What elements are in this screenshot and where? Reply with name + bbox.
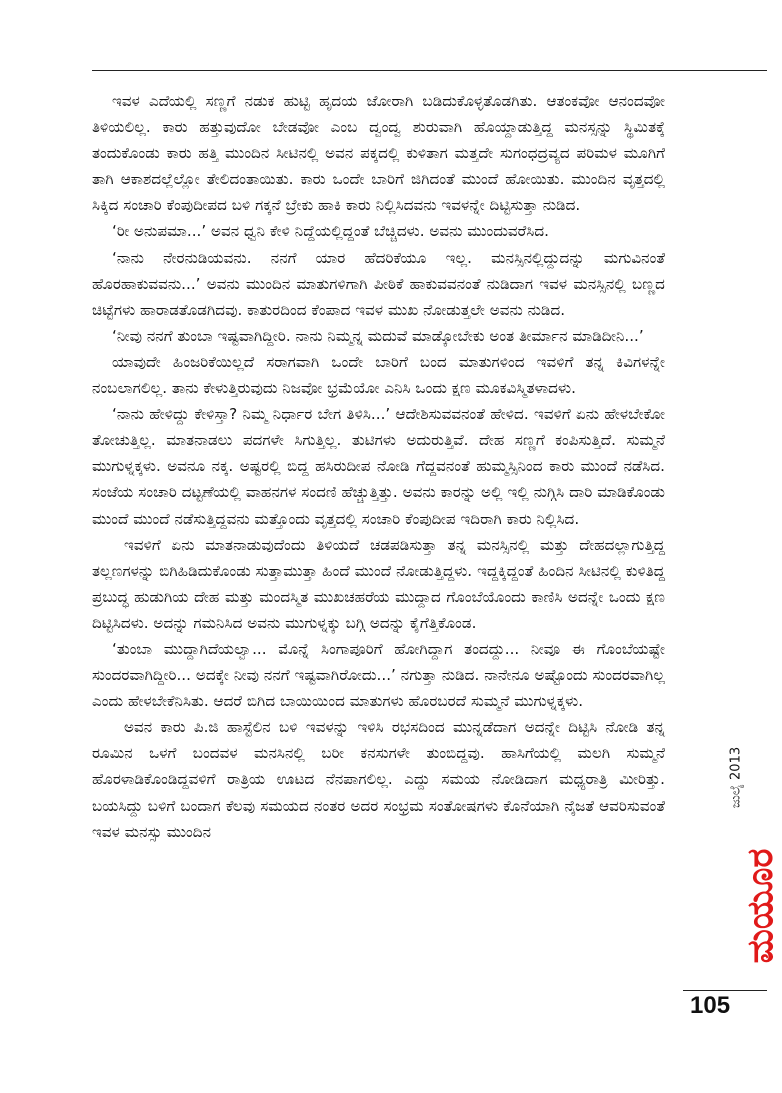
paragraph-6: ‘ನಾನು ಹೇಳಿದ್ದು ಕೇಳಿಸ್ತಾ? ನಿಮ್ಮ ನಿರ್ಧಾರ ಬೇಗ ತಿಳಿಸಿ...’ ಆದೇಶಿಸುವವನಂತೆ ಹೇಳಿದ. ಇವಳಿಗೆ ಏನು ಹೇಳಬೇಕೋ ತೋಚುತ್ತಿಲ್ಲ. ಮಾತನಾಡಲು ಪದಗಳೇ ಸಿಗುತ್ತಿಲ್ಲ. ತುಟಿಗಳು ಅದುರುತ್ತಿವೆ. ದೇಹ ಸಣ್ಣಗೆ ಕಂಪಿಸುತ್ತಿದೆ. ಸುಮ್ಮನೆ ಮುಗುಳ್ನಕ್ಕಳು. ಅವನೂ ನಕ್ಕ. ಅಷ್ಟರಲ್ಲಿ ಬಿದ್ದ ಹಸಿರುದೀಪ ನೋಡಿ ಗೆದ್ದವನಂತೆ ಹುಮ್ಮಸ್ಸಿನಿಂದ ಕಾರು ಮುಂದೆ ನಡೆಸಿದ. ಸಂಜೆಯ ಸಂಚಾರಿ ದಟ್ಟಣೆಯಲ್ಲಿ ವಾಹನಗಳ ಸಂದಣಿ ಹೆಚ್ಚುತ್ತಿತ್ತು. ಅವನು ಕಾರನ್ನು ಅಲ್ಲಿ ಇಲ್ಲಿ ನುಗ್ಗಿಸಿ ದಾರಿ ಮಾಡಿಕೊಂಡು ಮುಂದೆ ಮುಂದೆ ನಡೆಸುತ್ತಿದ್ದವನು ಮತ್ತೊಂದು ವೃತ್ತದಲ್ಲಿ ಸಂಚಾರಿ ಕೆಂಪುದೀಪ ಇದಿರಾಗಿ ಕಾರು ನಿಲ್ಲಿಸಿದ. <box>92 405 665 528</box>
paragraph-3: ‘ನಾನು ನೇರನುಡಿಯವನು. ನನಗೆ ಯಾರ ಹೆದರಿಕೆಯೂ ಇಲ್ಲ. ಮನಸ್ಸಿನಲ್ಲಿದ್ದುದನ್ನು ಮಗುವಿನಂತೆ ಹೊರಹಾಕುವವನು...’ ಅವನು ಮುಂದಿನ ಮಾತುಗಳಿಗಾಗಿ ಪೀಠಿಕೆ ಹಾಕುವವನಂತೆ ನುಡಿದಾಗ ಇವಳ ಮನಸ್ಸಿನಲ್ಲಿ ಬಣ್ಣದ ಚಿಟ್ಟೆಗಳು ಹಾರಾಡತೊಡಗಿದವು. ಕಾತುರದಿಂದ ಕೆಂಪಾದ ಇವಳ ಮುಖ ನೋಡುತ್ತಲೇ ಅವನು ನುಡಿದ. <box>92 248 665 319</box>
magazine-logo: ಮಯೂರ <box>740 848 781 964</box>
paragraph-4: ‘ನೀವು ನನಗೆ ತುಂಬಾ ಇಷ್ಟವಾಗಿದ್ದೀರಿ. ನಾನು ನಿಮ್ಮನ್ನ ಮದುವೆ ಮಾಡ್ಕೋಬೇಕು ಅಂತ ತೀರ್ಮಾನ ಮಾಡಿದೀನಿ...’ <box>112 326 644 345</box>
paragraph-9: ಅವನ ಕಾರು ಪಿ.ಜಿ ಹಾಸ್ಟೆಲಿನ ಬಳಿ ಇವಳನ್ನು ಇಳಿಸಿ ರಭಸದಿಂದ ಮುನ್ನಡೆದಾಗ ಅದನ್ನೇ ದಿಟ್ಟಿಸಿ ನೋಡಿ ತನ್ನ ರೂಮಿನ ಒಳಗೆ ಬಂದವಳ ಮನಸಿನಲ್ಲಿ ಬರೀ ಕನಸುಗಳೇ ತುಂಬಿದ್ದವು. ಹಾಸಿಗೆಯಲ್ಲಿ ಮಲಗಿ ಸುಮ್ಮನೆ ಹೊರಳಾಡಿಕೊಂಡಿದ್ದವಳಿಗೆ ರಾತ್ರಿಯ ಊಟದ ನೆನಪಾಗಲಿಲ್ಲ. ಎದ್ದು ಸಮಯ ನೋಡಿದಾಗ ಮಧ್ಯರಾತ್ರಿ ಮೀರಿತ್ತು. ಬಯಸಿದ್ದು ಬಳಿಗೆ ಬಂದಾಗ ಕೆಲವು ಸಮಯದ ನಂತರ ಅದರ ಸಂಭ್ರಮ ಸಂತೋಷಗಳು ಕೊನೆಯಾಗಿ ನೈಜತೆ ಆವರಿಸುವಂತೆ ಇವಳ ಮನಸ್ಸು ಮುಂದಿನ <box>92 718 665 841</box>
magazine-masthead <box>698 746 781 990</box>
paragraph-5: ಯಾವುದೇ ಹಿಂಜರಿಕೆಯಿಲ್ಲದೆ ಸರಾಗವಾಗಿ ಒಂದೇ ಬಾರಿಗೆ ಬಂದ ಮಾತುಗಳಿಂದ ಇವಳಿಗೆ ತನ್ನ ಕಿವಿಗಳನ್ನೇ ನಂಬಲಾಗಲಿಲ್ಲ. ತಾನು ಕೇಳುತ್ತಿರುವುದು ನಿಜವೋ ಭ್ರಮೆಯೋ ಎನಿಸಿ ಒಂದು ಕ್ಷಣ ಮೂಕವಿಸ್ಮಿತಳಾದಳು. <box>92 352 665 398</box>
paragraph-1: ಇವಳ ಎದೆಯಲ್ಲಿ ಸಣ್ಣಗೆ ನಡುಕ ಹುಟ್ಟಿ ಹೃದಯ ಜೋರಾಗಿ ಬಡಿದುಕೊಳ್ಳತೊಡಗಿತು. ಆತಂಕವೋ ಆನಂದವೋ ತಿಳಿಯಲಿಲ್ಲ. ಕಾರು ಹತ್ತುವುದೋ ಬೇಡವೋ ಎಂಬ ದ್ವಂದ್ವ ಶುರುವಾಗಿ ಹೊಯ್ದಾಡುತ್ತಿದ್ದ ಮನಸ್ಸನ್ನು ಸ್ಥಿಮಿತಕ್ಕೆ ತಂದುಕೊಂಡು ಕಾರು ಹತ್ತಿ ಮುಂದಿನ ಸೀಟಿನಲ್ಲಿ ಅವನ ಪಕ್ಕದಲ್ಲಿ ಕುಳಿತಾಗ ಮತ್ತದೇ ಸುಗಂಧದ್ರವ್ಯದ ಪರಿಮಳ ಮೂಗಿಗೆ ತಾಗಿ ಆಕಾಶದಲ್ಲೆಲ್ಲೋ ತೇಲಿದಂತಾಯಿತು. ಕಾರು ಒಂದೇ ಬಾರಿಗೆ ಜಿಗಿದಂತೆ ಮುಂದೆ ಹೋಯಿತು. ಮುಂದಿನ ವೃತ್ತದಲ್ಲಿ ಸಿಕ್ಕಿದ ಸಂಚಾರಿ ಕೆಂಪುದೀಪದ ಬಳಿ ಗಕ್ಕನೆ ಬ್ರೇಕು ಹಾಕಿ ಕಾರು ನಿಲ್ಲಿಸಿದವನು ಇವಳನ್ನೇ ದಿಟ್ಟಿಸುತ್ತಾ ನುಡಿದ. <box>92 92 665 215</box>
paragraph-7: ಇವಳಿಗೆ ಏನು ಮಾತನಾಡುವುದೆಂದು ತಿಳಿಯದೆ ಚಡಪಡಿಸುತ್ತಾ ತನ್ನ ಮನಸ್ಸಿನಲ್ಲಿ ಮತ್ತು ದೇಹದಲ್ಲಾಗುತ್ತಿದ್ದ ತಲ್ಲಣಗಳನ್ನು ಬಿಗಿಹಿಡಿದುಕೊಂಡು ಸುತ್ತಾಮುತ್ತಾ ಹಿಂದೆ ಮುಂದೆ ನೋಡುತ್ತಿದ್ದಳು. ಇದ್ದಕ್ಕಿದ್ದಂತೆ ಹಿಂದಿನ ಸೀಟಿನಲ್ಲಿ ಕುಳಿತಿದ್ದ ಪ್ರಬುದ್ಧ ಹುಡುಗಿಯ ದೇಹ ಮತ್ತು ಮಂದಸ್ಮಿತ ಮುಖಚಹರೆಯ ಮುದ್ದಾದ ಗೊಂಬೆಯೊಂದು ಕಾಣಿಸಿ ಅದನ್ನೇ ಒಂದು ಕ್ಷಣ ದಿಟ್ಟಿಸಿದಳು. ಅದನ್ನು ಗಮನಿಸಿದ ಅವನು ಮುಗುಳ್ನಕ್ಕು ಬಗ್ಗಿ ಅದನ್ನು ಕೈಗೆತ್ತಿಕೊಂಡ. <box>92 535 665 632</box>
article-body <box>92 88 665 845</box>
paragraph-2: ‘ರೀ ಅನುಪಮಾ...’ ಅವನ ಧ್ವನಿ ಕೇಳಿ ನಿದ್ದೆಯಲ್ಲಿದ್ದಂತೆ ಬೆಚ್ಚಿದಳು. ಅವನು ಮುಂದುವರೆಸಿದ. <box>112 222 549 241</box>
page-number-rule <box>683 990 767 991</box>
issue-month-year: ಜುಲೈ 2013 <box>728 746 744 809</box>
page-number: 105 <box>690 992 731 1019</box>
paragraph-8: ‘ತುಂಬಾ ಮುದ್ದಾಗಿದೆಯಲ್ವಾ... ಮೊನ್ನೆ ಸಿಂಗಾಪೂರಿಗೆ ಹೋಗಿದ್ದಾಗ ತಂದದ್ದು... ನೀವೂ ಈ ಗೊಂಬೆಯಷ್ಟೇ ಸುಂದರವಾಗಿದ್ದೀರಿ... ಅದಕ್ಕೇ ನೀವು ನನಗೆ ಇಷ್ಟವಾಗಿರೋದು...’ ನಗುತ್ತಾ ನುಡಿದ. ನಾನೇನೂ ಅಷ್ಟೊಂದು ಸುಂದರವಾಗಿಲ್ಲ ಎಂದು ಹೇಳಬೇಕೆನಿಸಿತು. ಆದರೆ ಬಿಗಿದ ಬಾಯಿಯಿಂದ ಮಾತುಗಳು ಹೊರಬರದೆ ಸುಮ್ಮನೆ ಮುಗುಳ್ನಕ್ಕಳು. <box>92 639 665 711</box>
header-rule <box>92 70 767 71</box>
